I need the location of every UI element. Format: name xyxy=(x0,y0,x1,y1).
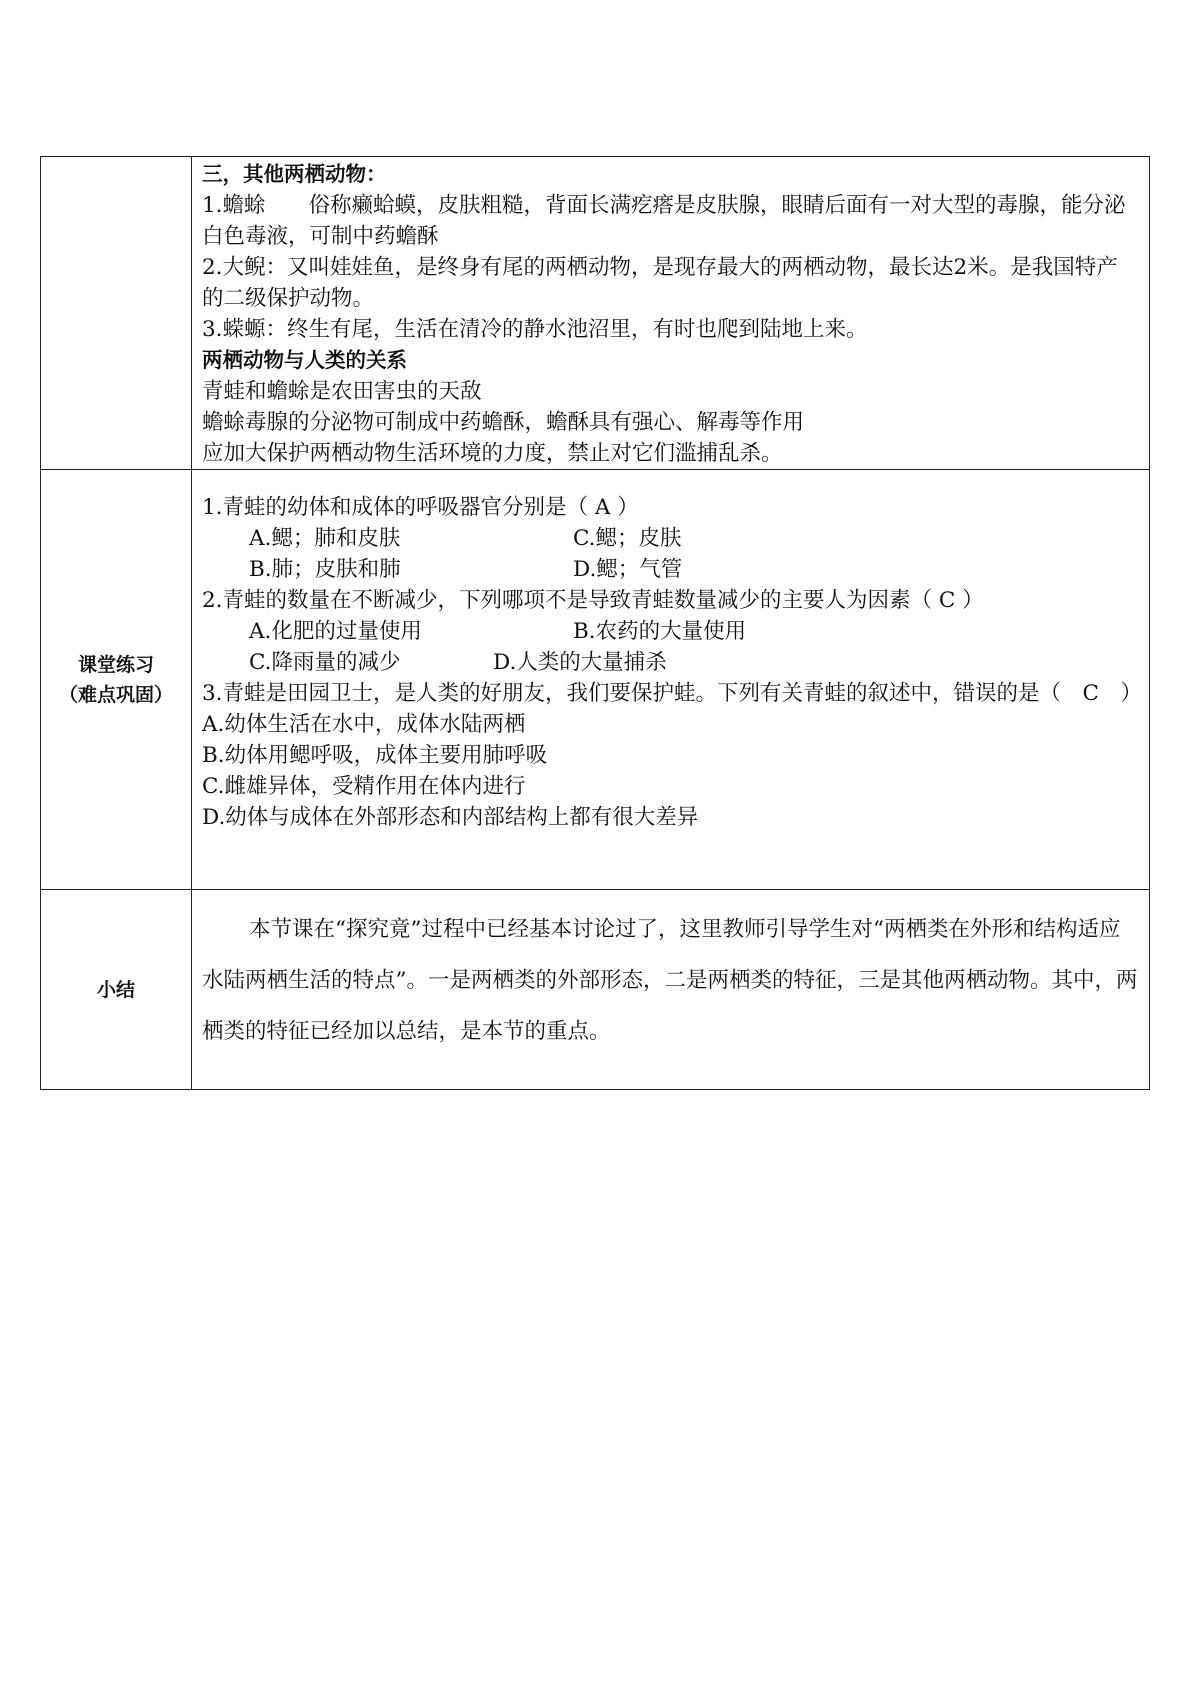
q2-option-a: A.化肥的过量使用 xyxy=(249,619,422,644)
q3-option-a: A.幼体生活在水中，成体水陆两栖 xyxy=(202,712,526,737)
summary-cell xyxy=(192,890,1150,1090)
q2-option-c: C.降雨量的减少 xyxy=(249,650,401,675)
lesson-table xyxy=(40,156,1150,1090)
relation-subheading: 两栖动物与人类的关系 xyxy=(202,348,407,372)
item-toad: 1.蟾蜍 俗称癞蛤蟆，皮肤粗糙，背面长满疙瘩是皮肤腺，眼睛后面有一对大型的毒腺，能分泌白色毒液，可制中药蟾酥 xyxy=(202,193,1126,249)
q1-option-b: B.肺；皮肤和肺 xyxy=(249,557,401,582)
exercise-label xyxy=(41,470,192,890)
q2-options-row2 xyxy=(202,647,1139,678)
section-heading: 三，其他两栖动物： xyxy=(202,162,387,186)
summary-label: 小结 xyxy=(41,890,192,1090)
item-newt: 3.蝾螈：终生有尾，生活在清冷的静水池沼里，有时也爬到陆地上来。 xyxy=(202,317,868,342)
relation-line-1: 青蛙和蟾蜍是农田害虫的天敌 xyxy=(202,379,482,404)
q2-option-b: B.农药的大量使用 xyxy=(573,619,747,644)
q1-option-a: A.鳃；肺和皮肤 xyxy=(249,526,401,551)
relation-line-2: 蟾蜍毒腺的分泌物可制成中药蟾酥，蟾酥具有强心、解毒等作用 xyxy=(202,410,805,435)
item-giant-salamander: 2.大鲵：又叫娃娃鱼，是终身有尾的两栖动物，是现存最大的两栖动物，最长达2米。是我国特产的二级保护动物。 xyxy=(202,255,1118,311)
q1-option-c: C.鳃；皮肤 xyxy=(573,526,682,551)
row-other-amphibians xyxy=(41,157,1150,470)
q2-stem: 2.青蛙的数量在不断减少，下列哪项不是导致青蛙数量减少的主要人为因素（ C ） xyxy=(202,588,984,613)
row-summary xyxy=(41,890,1150,1090)
summary-text: 本节课在“探究竟”过程中已经基本讨论过了，这里教师引导学生对“两栖类在外形和结构适应水陆两栖生活的特点”。一是两栖类的外部形态，二是两栖类的特征，三是其他两栖动物。其中，两栖类的特征已经加以总结，是本节的重点。 xyxy=(202,917,1138,1044)
exercise-cell xyxy=(192,470,1150,890)
q3-stem: 3.青蛙是田园卫士，是人类的好朋友，我们要保护蛙。下列有关青蛙的叙述中，错误的是（ C ） xyxy=(202,681,1142,706)
other-amphibians-cell xyxy=(192,157,1150,470)
q1-option-d: D.鳃；气管 xyxy=(573,557,683,582)
q3-option-d: D.幼体与成体在外部形态和内部结构上都有很大差异 xyxy=(202,805,699,830)
exercise-label-line1: 课堂练习 xyxy=(77,653,154,676)
q3-option-b: B.幼体用鳃呼吸，成体主要用肺呼吸 xyxy=(202,743,548,768)
q2-options-row1 xyxy=(202,616,1139,647)
row-exercise xyxy=(41,470,1150,890)
q1-options-row1 xyxy=(202,523,1139,554)
row-label-empty xyxy=(41,157,192,470)
q1-options-row2 xyxy=(202,554,1139,585)
q1-stem: 1.青蛙的幼体和成体的呼吸器官分别是（ A ） xyxy=(202,495,639,520)
relation-line-3: 应加大保护两栖动物生活环境的力度，禁止对它们滥捕乱杀。 xyxy=(202,441,783,466)
q2-option-d: D.人类的大量捕杀 xyxy=(493,650,667,675)
q3-option-c: C.雌雄异体，受精作用在体内进行 xyxy=(202,774,526,799)
exercise-label-line2: （难点巩固） xyxy=(58,683,173,706)
